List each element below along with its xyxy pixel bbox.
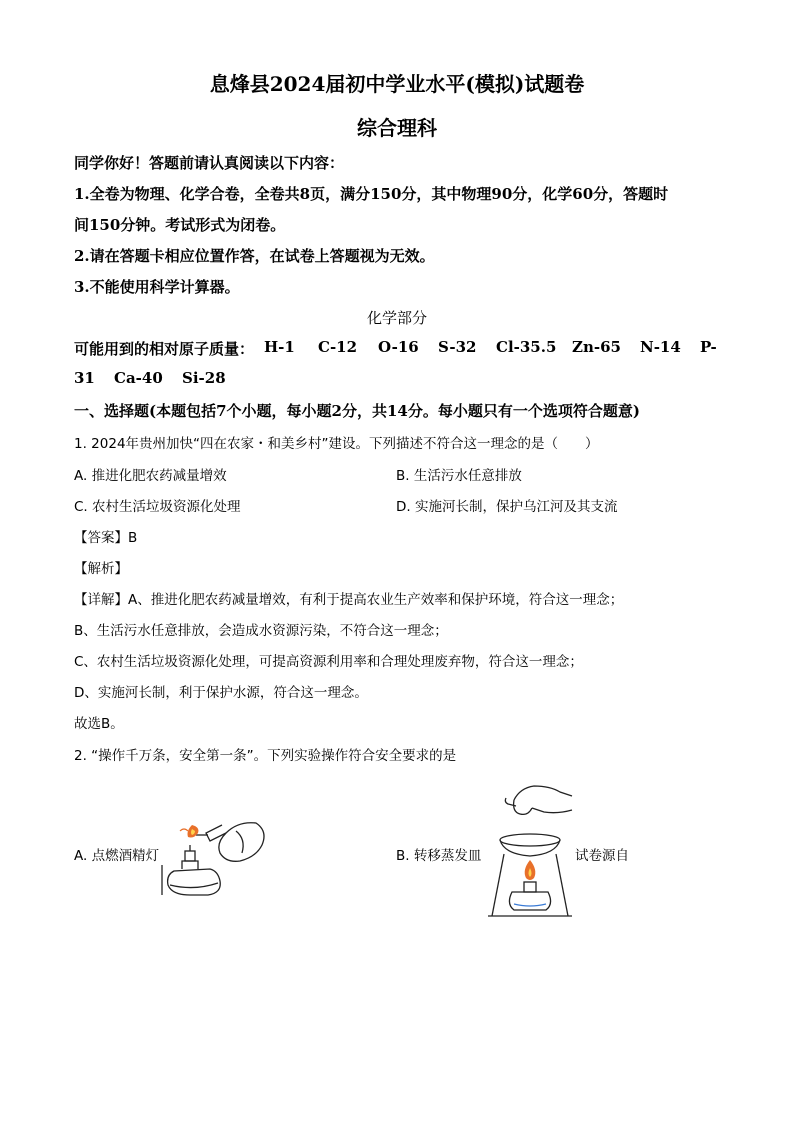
q1-detail-line: C、农村生活垃圾资源化处理，可提高资源利用率和合理处理废弃物，符合这一理念； xyxy=(74,654,583,670)
alcohol-lamp-figure xyxy=(160,805,268,897)
instruction-1-line-1: 1.全卷为物理、化学合卷，全卷共8页，满分150分，其中物理90分，化学60分，答题时 xyxy=(74,185,669,203)
evaporating-dish-figure xyxy=(486,782,576,924)
greeting: 同学你好！答题前请认真阅读以下内容： xyxy=(74,154,345,172)
exam-subtitle: 综合理科 xyxy=(357,116,437,140)
mass-item: C-12 xyxy=(318,338,358,356)
instruction-2: 2.请在答题卡相应位置作答，在试卷上答题视为无效。 xyxy=(74,247,435,265)
instruction-3: 3.不能使用科学计算器。 xyxy=(74,278,240,296)
q1-analysis-label: 【解析】 xyxy=(74,561,128,577)
part1-heading: 一、选择题(本题包括7个小题，每小题2分，共14分。每小题只有一个选项符合题意) xyxy=(74,402,640,420)
mass-item: Ca-40 xyxy=(114,369,163,387)
mass-item: Zn-65 xyxy=(572,338,621,356)
atomic-masses xyxy=(74,338,724,388)
q1-option-a: A. 推进化肥农药减量增效 xyxy=(74,468,227,484)
mass-item: Cl-35.5 xyxy=(496,338,557,356)
mass-item: P- xyxy=(700,338,717,356)
q2-stem: 2. “操作千万条，安全第一条”。下列实验操作符合安全要求的是 xyxy=(74,748,457,764)
mass-item: H-1 xyxy=(264,338,295,356)
mass-item: Si-28 xyxy=(182,369,226,387)
q1-stem: 1. 2024年贵州加快“四在农家・和美乡村”建设。下列描述不符合这一理念的是（ ） xyxy=(74,436,599,452)
q1-detail-line: D、实施河长制，利于保护水源，符合这一理念。 xyxy=(74,685,368,701)
exam-title: 息烽县2024届初中学业水平(模拟)试题卷 xyxy=(209,72,585,96)
q2-option-b: B. 转移蒸发皿 xyxy=(396,848,482,864)
mass-item: O-16 xyxy=(378,338,419,356)
mass-item: S-32 xyxy=(438,338,477,356)
q1-conclusion: 故选B。 xyxy=(74,716,124,732)
mass-item: N-14 xyxy=(640,338,681,356)
q1-answer: 【答案】B xyxy=(74,530,138,546)
q1-detail-line: 【详解】A、推进化肥农药减量增效，有利于提高农业生产效率和保护环境，符合这一理念； xyxy=(74,592,624,608)
q1-detail-line: B、生活污水任意排放，会造成水资源污染，不符合这一理念； xyxy=(74,623,448,639)
q1-option-d: D. 实施河长制，保护乌江河及其支流 xyxy=(396,499,618,515)
q1-option-c: C. 农村生活垃圾资源化处理 xyxy=(74,499,241,515)
watermark-text: 试卷源自 xyxy=(575,848,629,864)
atomic-masses-label: 可能用到的相对原子质量： xyxy=(74,340,255,358)
q1-option-b: B. 生活污水任意排放 xyxy=(396,468,522,484)
mass-item: 31 xyxy=(74,369,95,387)
q2-option-a: A. 点燃酒精灯 xyxy=(74,848,160,864)
instruction-1-line-2: 间150分钟。考试形式为闭卷。 xyxy=(74,216,286,234)
section-title: 化学部分 xyxy=(366,309,427,327)
